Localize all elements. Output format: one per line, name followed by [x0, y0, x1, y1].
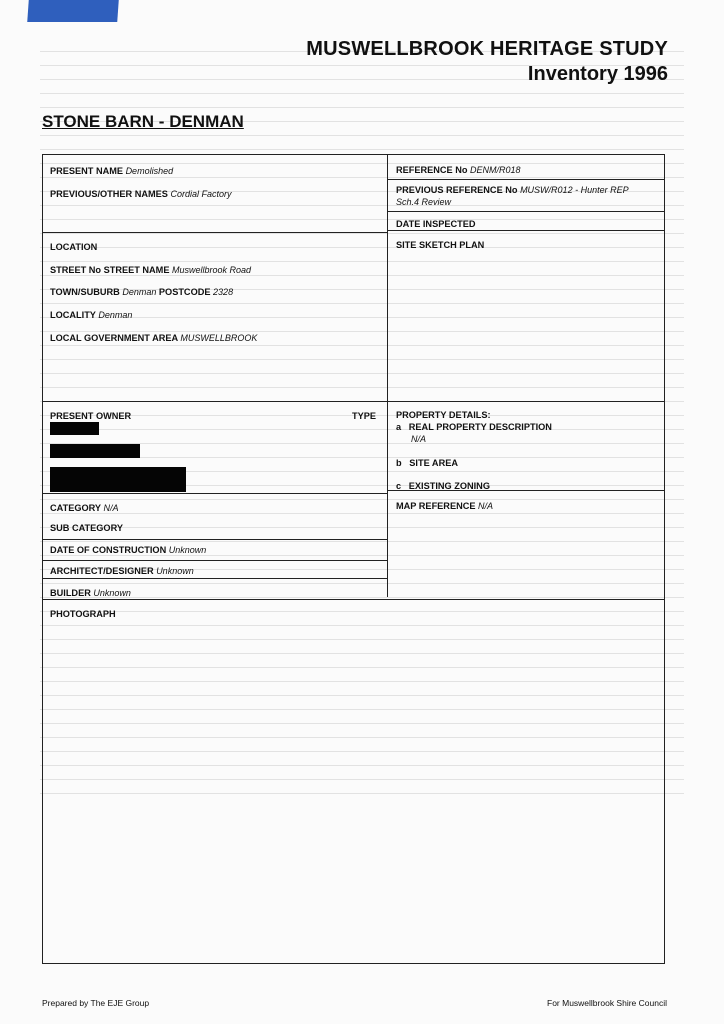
reference-field: REFERENCE No DENM/R018	[396, 165, 521, 175]
locality-field: LOCALITY Denman	[50, 310, 133, 320]
present-name-field: PRESENT NAME Demolished	[50, 166, 174, 176]
real-property-description-field: a REAL PROPERTY DESCRIPTION	[396, 422, 552, 432]
town-field: TOWN/SUBURB Denman POSTCODE 2328	[50, 287, 234, 297]
date-construction-field: DATE OF CONSTRUCTION Unknown	[50, 545, 207, 555]
present-owner-label: PRESENT OWNER	[50, 411, 132, 421]
site-area-field: b SITE AREA	[396, 458, 458, 468]
photograph-label: PHOTOGRAPH	[50, 609, 116, 619]
location-label: LOCATION	[50, 242, 98, 252]
site-sketch-label: SITE SKETCH PLAN	[396, 240, 485, 250]
builder-field: BUILDER Unknown	[50, 588, 131, 598]
redaction-bar	[50, 422, 99, 435]
corner-marker	[27, 0, 119, 22]
redaction-bar	[50, 444, 140, 458]
existing-zoning-field: c EXISTING ZONING	[396, 481, 490, 491]
document-subtitle: Inventory 1996	[527, 63, 668, 85]
document-title: MUSWELLBROOK HERITAGE STUDY	[306, 38, 668, 60]
category-field: CATEGORY N/A	[50, 503, 119, 513]
street-field: STREET No STREET NAME Muswellbrook Road	[50, 265, 252, 275]
architect-field: ARCHITECT/DESIGNER Unknown	[50, 566, 194, 576]
date-inspected-label: DATE INSPECTED	[396, 219, 476, 229]
map-reference-field: MAP REFERENCE N/A	[396, 501, 494, 511]
property-details-label: PROPERTY DETAILS:	[396, 410, 491, 420]
footer-council: For Muswellbrook Shire Council	[547, 998, 667, 1008]
item-heading: STONE BARN - DENMAN	[42, 112, 244, 131]
redaction-bar	[50, 467, 186, 492]
real-property-value: N/A	[411, 434, 427, 444]
previous-reference-continued: Sch.4 Review	[396, 197, 452, 207]
footer-prepared-by: Prepared by The EJE Group	[42, 998, 150, 1008]
previous-reference-field: PREVIOUS REFERENCE No MUSW/R012 - Hunter REP	[396, 185, 629, 195]
type-label: TYPE	[352, 411, 376, 421]
previous-names-field: PREVIOUS/OTHER NAMES Cordial Factory	[50, 189, 232, 199]
sub-category-label: SUB CATEGORY	[50, 523, 123, 533]
lga-field: LOCAL GOVERNMENT AREA MUSWELLBROOK	[50, 333, 258, 343]
